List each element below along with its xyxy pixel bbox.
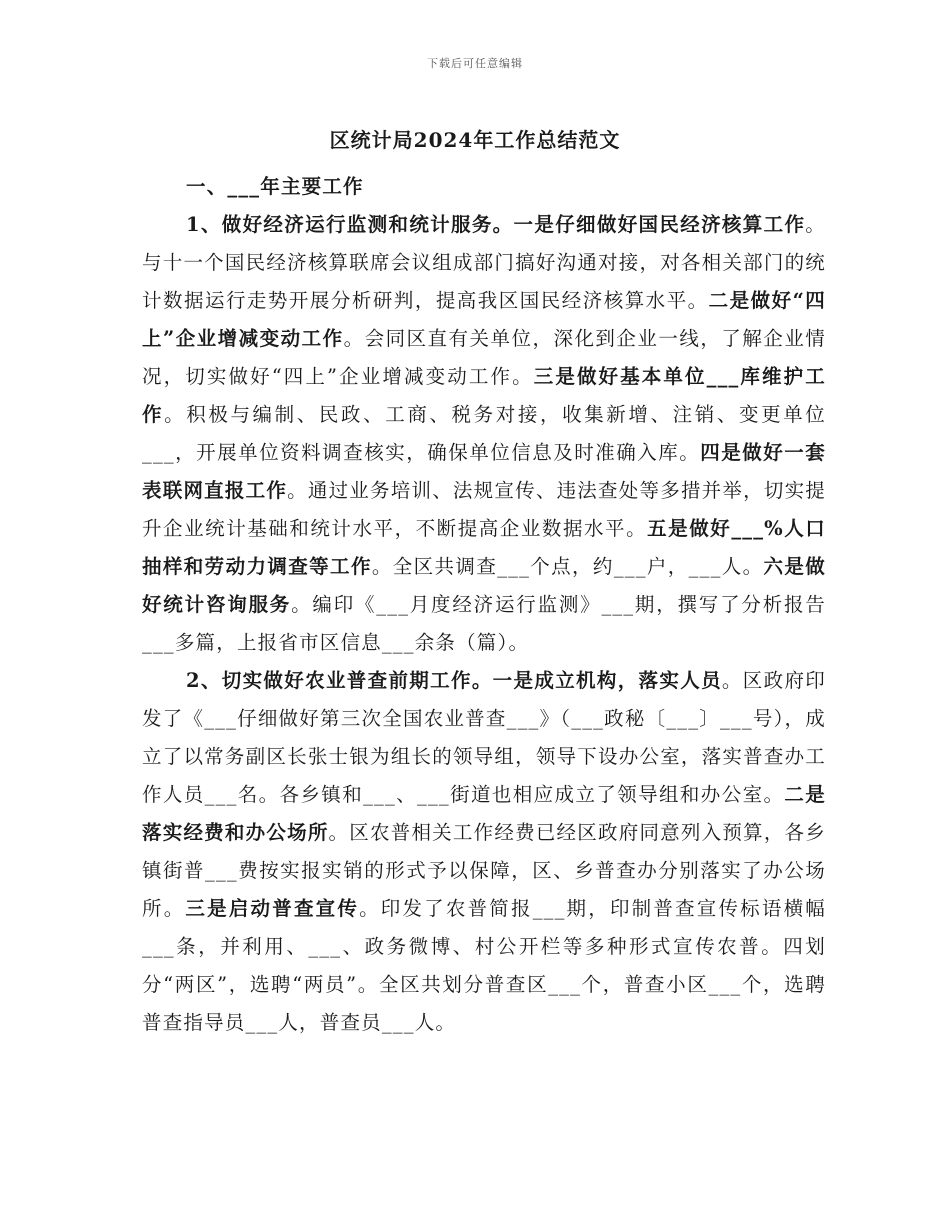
p1-text-5: 。全区共调查___个点，约___户，___人。 xyxy=(371,555,764,578)
p1-text-3: 。积极与编制、民政、工商、税务对接，收集新增、注销、变更单位___，开展单位资料调查核实，确保单位信息及时准确入库。 xyxy=(142,403,826,464)
p1-point-5-heading: 五是做好___%人口抽样和劳动力调查等工作 xyxy=(142,517,826,578)
p2-point-2-heading: 二是落实经费和办公场所 xyxy=(142,783,826,844)
p2-text-3: 。印发了农普简报___期，印制普查宣传标语横幅___条，并利用、___、政务微博、村公开栏等多种形式宣传农普。四划分“两区”，选聘“两员”。全区共划分普查区___个，普查小区___个，选聘普查指导员___人，普查员___人。 xyxy=(142,897,826,1034)
section-heading: 一、___年主要工作 xyxy=(186,175,364,198)
p1-text-1: 。与十一个国民经济核算联席会议组成部门搞好沟通对接，对各相关部门的统计数据运行走势开展分析研判，提高我区国民经济核算水平。 xyxy=(142,213,826,312)
p1-point-6-heading: 六是做好统计咨询服务 xyxy=(142,555,826,616)
p1-text-4: 。通过业务培训、法规宣传、违法查处等多措并举，切实提升企业统计基础和统计水平，不断提高企业数据水平。 xyxy=(142,479,827,540)
p2-point-3-heading: 三是启动普查宣传 xyxy=(185,897,360,920)
header-note: 下载后可任意编辑 xyxy=(427,57,523,70)
document-title: 区统计局2024年工作总结范文 xyxy=(329,128,621,152)
document-body xyxy=(142,168,826,1042)
p2-text-2: 。区农普相关工作经费已经区政府同意列入预算，各乡镇街普___费按实报实销的形式予以保障，区、乡普查办分别落实了办公场所。 xyxy=(142,821,826,920)
paragraph-2 xyxy=(142,662,826,1042)
p1-text-6: 。编印《___月度经济运行监测》___期，撰写了分析报告___多篇，上报省市区信息___余条（篇）。 xyxy=(142,593,826,654)
p2-text-1: 。区政府印发了《___仔细做好第三次全国农业普查___》（___政秘〔___〕___号），成立了以常务副区长张士银为组长的领导组，领导下设办公室，落实普查办工作人员___名。各乡镇和___、___街道也相应成立了领导组和办公室。 xyxy=(142,669,826,806)
p1-lead-heading: 1、做好经济运行监测和统计服务。一是仔细做好国民经济核算工作 xyxy=(186,213,806,236)
p1-point-2-heading: 二是做好“四上”企业增减变动工作 xyxy=(142,289,826,350)
p2-lead-heading: 2、切实做好农业普查前期工作。一是成立机构，落实人员 xyxy=(186,669,722,692)
p1-point-3-heading: 三是做好基本单位___库维护工作 xyxy=(142,365,826,426)
p1-point-4-heading: 四是做好一套表联网直报工作 xyxy=(142,441,826,502)
paragraph-1 xyxy=(142,206,826,662)
p1-text-2: 。会同区直有关单位，深化到企业一线，了解企业情况，切实做好“四上”企业增减变动工作。 xyxy=(142,327,826,388)
